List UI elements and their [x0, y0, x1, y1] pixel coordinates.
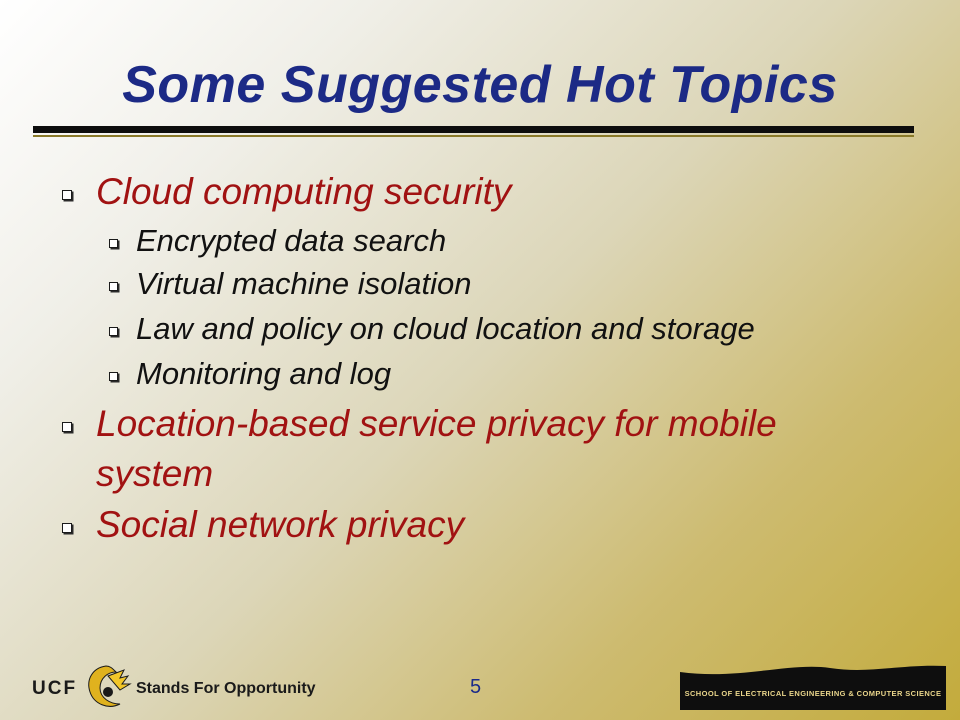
- bullet-cloud-security: [96, 169, 511, 215]
- sub-bullet-text: Virtual machine isolation: [136, 266, 472, 301]
- sub-bullet-text: Monitoring and log: [136, 356, 392, 391]
- square-bullet-icon: [109, 282, 118, 291]
- bullet-location-privacy: [96, 401, 777, 447]
- title-divider-accent: [33, 135, 914, 137]
- square-bullet-icon: [109, 372, 118, 381]
- sub-bullet-text: Encrypted data search: [136, 223, 447, 258]
- sub-bullet-text: Law and policy on cloud location and storage: [136, 311, 755, 346]
- sub-bullet-vm-isolation: [136, 264, 471, 304]
- square-bullet-icon: [62, 190, 72, 200]
- school-name: SCHOOL OF ELECTRICAL ENGINEERING & COMPUTER SCIENCE: [684, 689, 942, 698]
- ucf-wordmark: UCF: [32, 678, 78, 699]
- page-number: 5: [470, 676, 482, 698]
- square-bullet-icon: [109, 327, 118, 336]
- sub-bullet-encrypted-search: [136, 221, 446, 261]
- sub-bullet-law-policy: [136, 309, 755, 349]
- square-bullet-icon: [62, 422, 72, 432]
- square-bullet-icon: [62, 523, 72, 533]
- bullet-text-line1: Location-based service privacy for mobile: [96, 403, 777, 444]
- square-bullet-icon: [109, 239, 118, 248]
- sub-bullet-monitoring-log: [136, 354, 391, 394]
- bullet-text-line2: system: [96, 453, 214, 494]
- bullet-text: Social network privacy: [96, 504, 465, 545]
- pegasus-logo-icon: [80, 662, 132, 712]
- bullet-location-privacy-cont: [96, 451, 213, 497]
- footer-tagline: Stands For Opportunity: [136, 680, 316, 697]
- slide-title: Some Suggested Hot Topics: [122, 56, 838, 114]
- bullet-text: Cloud computing security: [96, 171, 512, 212]
- school-banner-logo: [680, 662, 946, 710]
- bullet-social-privacy: [96, 502, 464, 548]
- title-divider: [33, 126, 914, 133]
